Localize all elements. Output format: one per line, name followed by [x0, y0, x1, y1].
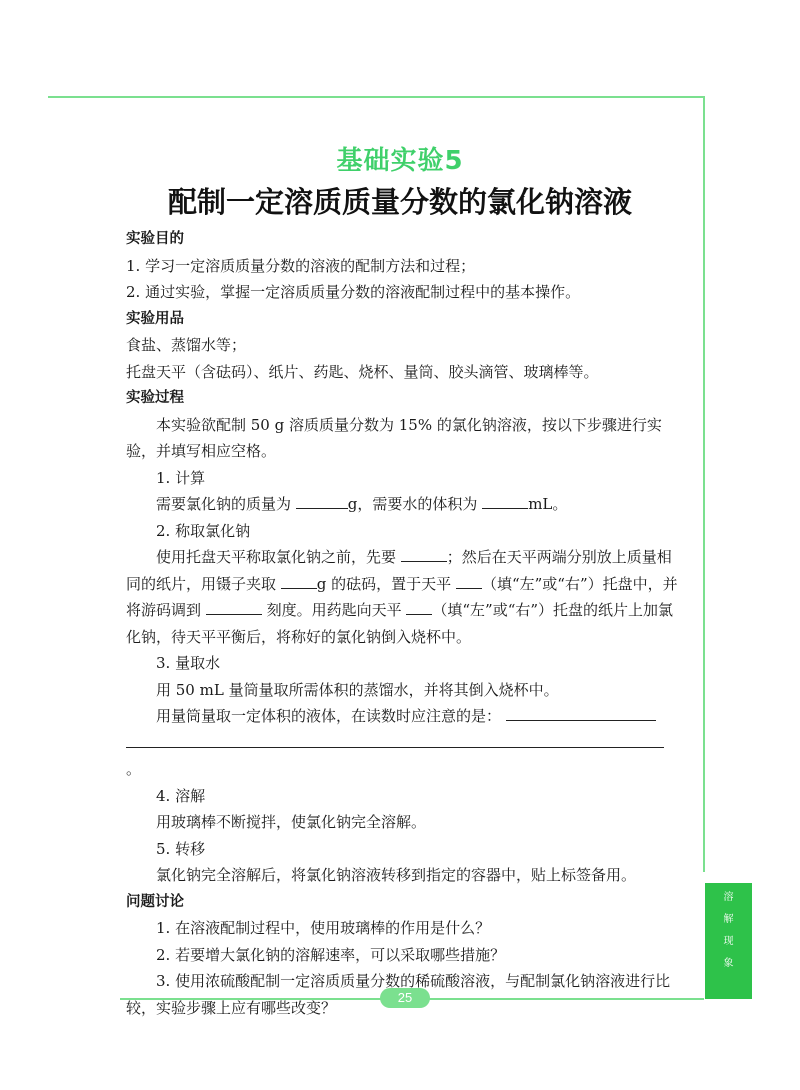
purpose-heading: 实验目的 — [126, 231, 184, 247]
step-title: 1. 计算 — [156, 468, 206, 487]
blank-rider-scale[interactable] — [206, 598, 262, 615]
purpose-item: 2. 通过实验，掌握一定溶质质量分数的溶液配制过程中的基本操作。 — [126, 283, 581, 301]
blank-salt-side[interactable] — [406, 598, 432, 615]
step2-text-d: （填“左”或“右”）托盘中，并将游码调到 — [126, 574, 678, 619]
experiment-tag: 基础实验5 — [336, 146, 464, 176]
side-tab-char: 现 — [723, 936, 734, 947]
blank-nacl-mass[interactable] — [296, 492, 348, 509]
step3-question-text: 用量筒量取一定体积的液体，在读数时应注意的是： — [156, 707, 502, 725]
step-title: 4. 溶解 — [156, 786, 206, 805]
side-tab-char: 象 — [723, 958, 734, 969]
step1-text-b: g，需要水的体积为 — [347, 495, 478, 513]
step4-text: 用玻璃棒不断搅拌，使氯化钠完全溶解。 — [156, 813, 427, 831]
step2-text-a: 使用托盘天平称取氯化钠之前，先要 — [156, 548, 397, 566]
side-tab-char: 溶 — [723, 892, 734, 903]
step3-question — [126, 703, 678, 730]
step2-text — [126, 544, 678, 650]
blank-reading-note[interactable] — [506, 704, 656, 721]
step2-text-b: ；然后在天平两端分别放上质量相同的纸片，用镊子夹取 — [126, 548, 672, 593]
step3-end: 。 — [126, 760, 142, 778]
blank-reading-note-cont[interactable] — [126, 731, 664, 748]
blank-weight-mass[interactable] — [281, 572, 317, 589]
document-body — [126, 226, 678, 1021]
step2-text-c: g 的砝码，置于天平 — [316, 574, 452, 593]
discussion-heading: 问题讨论 — [126, 893, 184, 910]
process-heading: 实验过程 — [126, 390, 184, 406]
discussion-question: 1. 在溶液配制过程中，使用玻璃棒的作用是什么？ — [156, 919, 491, 937]
materials-item: 食盐、蒸馏水等； — [126, 336, 247, 354]
discussion-question: 2. 若要增大氯化钠的溶解速率，可以采取哪些措施？ — [156, 945, 506, 964]
process-intro: 本实验欲配制 50 g 溶质质量分数为 15% 的氯化钠溶液，按以下步骤进行实验，并填写相应空格。 — [126, 415, 662, 460]
step1-text-c: mL。 — [528, 495, 568, 513]
step2-text-f: （填“左”或“右”）托盘的纸片上加氯化钠，待天平平衡后，将称好的氯化钠倒入烧杯中。 — [126, 601, 674, 646]
step-title: 5. 转移 — [156, 839, 206, 858]
step-title: 2. 称取氯化钠 — [156, 521, 251, 540]
frame-top-line — [48, 96, 704, 98]
page-title: 配制一定溶质质量分数的氯化钠溶液 — [167, 185, 632, 219]
blank-water-volume[interactable] — [482, 492, 528, 509]
step1-text — [126, 491, 678, 518]
step2-text-e: 刻度。用药匙向天平 — [266, 601, 402, 619]
step-title: 3. 量取水 — [156, 654, 221, 672]
side-tab-char: 解 — [723, 914, 734, 925]
step5-text: 氯化钠完全溶解后，将氯化钠溶液转移到指定的容器中，贴上标签备用。 — [156, 866, 637, 884]
page-number: 25 — [380, 988, 430, 1008]
materials-heading: 实验用品 — [126, 310, 184, 327]
materials-item: 托盘天平（含砝码）、纸片、药匙、烧杯、量筒、胶头滴管、玻璃棒等。 — [126, 362, 599, 381]
chapter-side-tab — [705, 883, 752, 999]
discussion-question: 3. 使用浓硫酸配制一定溶质质量分数的稀硫酸溶液，与配制氯化钠溶液进行比较，实验步骤上应有哪些改变？ — [126, 972, 671, 1017]
purpose-item: 1. 学习一定溶质质量分数的溶液的配制方法和过程； — [126, 256, 476, 275]
step3-answer-line — [126, 730, 678, 783]
blank-balance-prep[interactable] — [401, 545, 447, 562]
step1-text-a: 需要氯化钠的质量为 — [156, 495, 292, 513]
step3-text: 用 50 mL 量筒量取所需体积的蒸馏水，并将其倒入烧杯中。 — [156, 680, 559, 699]
blank-weight-side[interactable] — [456, 572, 482, 589]
